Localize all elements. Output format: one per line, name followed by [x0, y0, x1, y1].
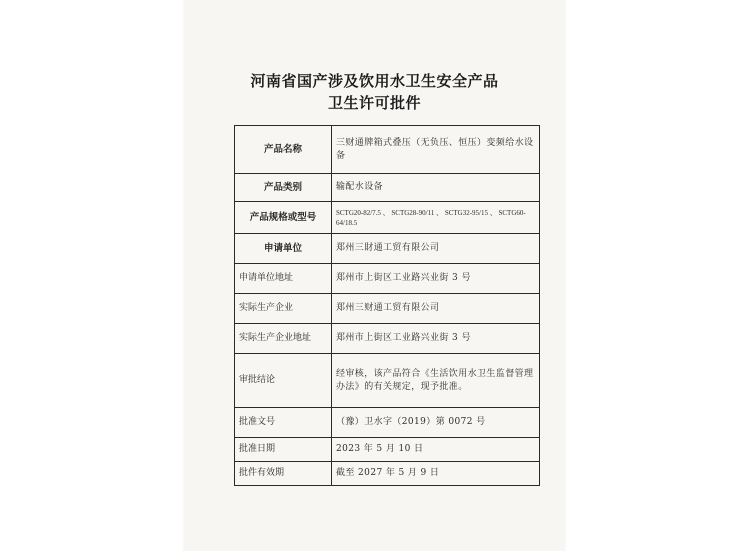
document-title-line1: 河南省国产涉及饮用水卫生安全产品: [250, 72, 499, 90]
row-value-approval-date: 2023 年 5 月 10 日: [332, 438, 540, 462]
table-row: [235, 264, 540, 294]
table-row: [235, 438, 540, 462]
table-row: [235, 324, 540, 354]
row-label-manufacturer-address: 实际生产企业地址: [235, 324, 332, 354]
table-row: [235, 234, 540, 264]
row-label-approval-date: 批准日期: [235, 438, 332, 462]
row-value-product-model: SCTG20-82/7.5 、 SCTG28-90/11 、 SCTG32-95/15 、 SCTG60-64/18.5: [332, 202, 540, 234]
row-value-product-category: 输配水设备: [332, 174, 540, 202]
row-label-manufacturer: 实际生产企业: [235, 294, 332, 324]
row-label-validity: 批件有效期: [235, 462, 332, 486]
table-row: [235, 126, 540, 174]
document-title-line2: 卫生许可批件: [327, 94, 421, 112]
permit-document: [184, 0, 565, 551]
row-label-applicant: 申请单位: [235, 234, 332, 264]
permit-table: [234, 125, 540, 486]
row-label-conclusion: 审批结论: [235, 354, 332, 408]
table-row: [235, 202, 540, 234]
row-value-applicant-address: 郑州市上街区工业路兴业街 3 号: [332, 264, 540, 294]
table-row: [235, 174, 540, 202]
table-row: [235, 408, 540, 438]
row-value-manufacturer: 郑州三财通工贸有限公司: [332, 294, 540, 324]
row-value-approval-number: （豫）卫水字（2019）第 0072 号: [332, 408, 540, 438]
row-label-approval-number: 批准文号: [235, 408, 332, 438]
row-value-manufacturer-address: 郑州市上街区工业路兴业街 3 号: [332, 324, 540, 354]
row-label-applicant-address: 申请单位地址: [235, 264, 332, 294]
row-value-conclusion: 经审核，该产品符合《生活饮用水卫生监督管理办法》的有关规定，现予批准。: [332, 354, 540, 408]
row-value-applicant: 郑州三財通工贸有限公司: [332, 234, 540, 264]
row-label-product-model: 产品规格或型号: [235, 202, 332, 234]
row-value-product-name: 三财通牌箱式叠压（无负压、恒压）变频给水设备: [332, 126, 540, 174]
row-label-product-name: 产品名称: [235, 126, 332, 174]
row-label-product-category: 产品类别: [235, 174, 332, 202]
row-value-validity: 截至 2027 年 5 月 9 日: [332, 462, 540, 486]
table-row: [235, 294, 540, 324]
table-row: [235, 354, 540, 408]
table-row: [235, 462, 540, 486]
